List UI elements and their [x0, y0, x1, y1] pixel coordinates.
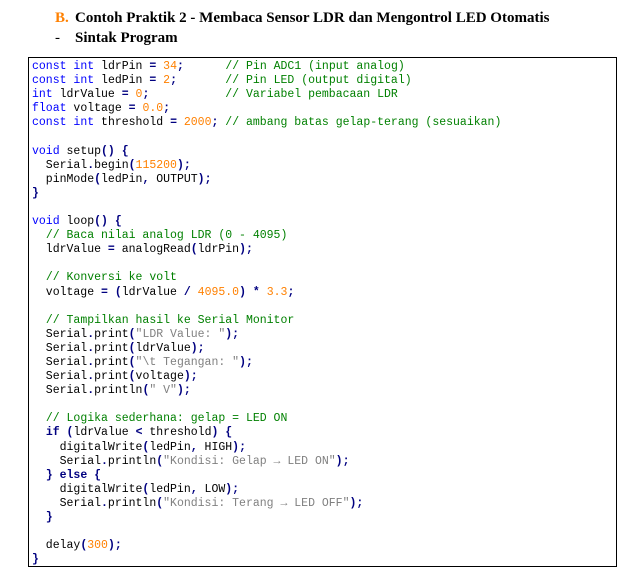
- code-line: [32, 271, 616, 285]
- code-line: [32, 88, 616, 102]
- code-token: "Kondisi: Gelap → LED ON": [163, 454, 336, 468]
- code-token: );: [197, 172, 212, 186]
- code-token: =: [101, 285, 108, 299]
- code-token: threshold: [142, 426, 212, 440]
- code-line: [32, 257, 616, 271]
- code-token: .: [87, 158, 95, 172]
- code-token: 300: [87, 539, 108, 553]
- code-token: .: [87, 327, 95, 341]
- code-token: int: [73, 74, 95, 88]
- code-token: setup: [59, 144, 102, 158]
- code-line: [32, 159, 616, 173]
- code-token: [129, 88, 136, 101]
- code-token: );: [349, 496, 364, 510]
- code-token: [115, 145, 122, 158]
- code-token: 34: [163, 60, 177, 73]
- code-token: ledPin: [94, 74, 150, 88]
- code-token: ldrPin: [94, 60, 150, 73]
- code-token: .: [101, 496, 108, 510]
- code-token: [32, 412, 46, 425]
- code-token: println: [107, 454, 157, 468]
- code-token: /: [183, 285, 191, 299]
- code-token: [177, 116, 184, 129]
- code-token: }: [45, 511, 53, 524]
- code-token: );: [239, 355, 253, 369]
- code-line: [32, 511, 616, 525]
- code-token: (: [190, 243, 198, 257]
- code-token: pinMode: [32, 172, 95, 186]
- code-token: // Tampilkan hasil ke Serial Monitor: [45, 313, 295, 327]
- code-token: void: [32, 144, 60, 158]
- code-token: *: [252, 285, 260, 299]
- code-token: [32, 229, 46, 242]
- code-line: [32, 145, 616, 159]
- code-line: [32, 342, 616, 356]
- code-token: delay: [32, 539, 81, 553]
- code-token: =: [121, 88, 129, 102]
- code-token: ;: [170, 74, 177, 88]
- code-token: LOW: [197, 482, 226, 496]
- code-token: 3.3: [266, 285, 288, 299]
- code-token: println: [94, 384, 143, 398]
- code-token: [177, 74, 225, 87]
- code-token: println: [107, 496, 157, 510]
- code-token: ldrValue: [32, 243, 108, 257]
- code-token: Serial: [32, 384, 88, 398]
- code-token: 2000: [183, 116, 212, 130]
- code-line: [32, 328, 616, 342]
- code-token: threshold: [94, 116, 171, 130]
- code-token: ldrValue: [121, 285, 184, 299]
- code-line: [32, 370, 616, 384]
- code-line: [32, 300, 616, 314]
- code-token: "LDR Value: ": [135, 327, 226, 341]
- code-token: (: [128, 158, 136, 172]
- code-token: (: [142, 440, 150, 454]
- code-token: [32, 314, 46, 327]
- code-token: }: [32, 186, 39, 200]
- code-token: voltage: [32, 285, 102, 299]
- code-token: [149, 88, 225, 101]
- code-token: .: [101, 454, 108, 468]
- code-token: );: [176, 158, 191, 172]
- code-token: [32, 511, 46, 524]
- code-token: const: [32, 60, 67, 73]
- code-line: [32, 201, 616, 215]
- code-token: ldrPin: [197, 243, 240, 257]
- code-token: ;: [176, 60, 184, 73]
- code-line: [32, 130, 616, 144]
- code-token: 2: [163, 74, 171, 88]
- code-line: [32, 215, 616, 229]
- code-token: (: [128, 327, 136, 341]
- code-line: [32, 102, 616, 116]
- code-token: // Pin LED (output digital): [225, 74, 412, 88]
- code-token: 0: [135, 88, 143, 102]
- code-token: (): [101, 144, 115, 158]
- code-token: int: [73, 60, 95, 73]
- code-token: (: [156, 454, 164, 468]
- code-line: [32, 173, 616, 187]
- code-token: .: [87, 341, 95, 355]
- code-line: [32, 60, 616, 74]
- code-token: [108, 286, 115, 299]
- code-token: (: [142, 384, 150, 398]
- code-line: [32, 455, 616, 469]
- code-line: [32, 483, 616, 497]
- code-token: ,: [190, 482, 198, 496]
- code-token: 0.0: [142, 102, 164, 116]
- code-token: ;: [287, 285, 295, 299]
- code-token: ldrValue: [135, 341, 191, 355]
- code-line: [32, 286, 616, 300]
- code-token: ): [239, 285, 246, 299]
- code-token: <: [135, 426, 143, 440]
- subsection-heading: [55, 28, 178, 48]
- code-token: );: [225, 482, 240, 496]
- code-token: ;: [163, 102, 171, 116]
- code-token: int: [73, 116, 95, 130]
- code-token: // Baca nilai analog LDR (0 - 4095): [45, 229, 288, 243]
- code-token: begin: [94, 158, 129, 172]
- code-token: loop: [59, 215, 95, 229]
- code-token: {: [94, 468, 102, 482]
- code-token: // ambang batas gelap-terang (sesuaikan): [225, 116, 502, 130]
- section-heading: [55, 8, 549, 28]
- code-token: int: [32, 88, 53, 102]
- code-token: =: [170, 116, 177, 130]
- code-token: ldrValue: [52, 88, 122, 102]
- code-token: ledPin: [149, 440, 191, 454]
- code-block: [28, 57, 617, 567]
- code-token: Serial: [32, 454, 102, 468]
- code-line: [32, 74, 616, 88]
- code-line: [32, 229, 616, 243]
- code-token: {: [121, 144, 129, 158]
- section-title: Contoh Praktik 2 - Membaca Sensor LDR dan Mengontrol LED Otomatis: [75, 10, 550, 26]
- code-token: Serial: [32, 158, 88, 172]
- code-line: [32, 412, 616, 426]
- code-token: .: [87, 355, 95, 369]
- code-line: [32, 187, 616, 201]
- code-token: ;: [211, 116, 219, 130]
- code-token: (: [128, 355, 136, 369]
- code-token: print: [94, 370, 129, 384]
- code-token: ldrValue: [73, 426, 136, 440]
- code-token: [53, 469, 60, 482]
- code-token: // Logika sederhana: gelap = LED ON: [45, 412, 288, 426]
- code-token: .: [87, 370, 95, 384]
- code-token: .: [87, 384, 95, 398]
- code-token: const: [32, 74, 67, 88]
- code-token: (: [128, 370, 136, 384]
- bullet-dash: -: [55, 30, 60, 46]
- code-token: [32, 271, 46, 284]
- code-token: Serial: [32, 370, 88, 384]
- code-token: (): [94, 215, 108, 229]
- subsection-title: Sintak Program: [75, 30, 178, 46]
- code-token: // Variabel pembacaan LDR: [225, 88, 398, 102]
- code-line: [32, 243, 616, 257]
- code-token: (: [80, 539, 88, 553]
- code-token: [32, 426, 46, 439]
- code-token: void: [32, 215, 60, 229]
- code-token: ): [211, 426, 219, 440]
- code-listing: [32, 60, 616, 567]
- code-token: Serial: [32, 355, 88, 369]
- code-token: voltage: [135, 370, 184, 384]
- code-token: // Konversi ke volt: [45, 271, 177, 285]
- code-token: );: [239, 243, 253, 257]
- code-token: Serial: [32, 327, 88, 341]
- code-token: "\t Tegangan: ": [135, 355, 240, 369]
- code-token: digitalWrite: [32, 482, 143, 496]
- code-token: print: [94, 341, 129, 355]
- code-token: );: [225, 327, 240, 341]
- code-line: [32, 314, 616, 328]
- code-line: [32, 441, 616, 455]
- code-token: );: [107, 539, 122, 553]
- code-token: 4095.0: [197, 285, 240, 299]
- code-token: =: [149, 74, 157, 88]
- code-token: 115200: [135, 158, 177, 172]
- code-token: float: [32, 102, 67, 116]
- code-token: (: [114, 285, 122, 299]
- code-token: );: [232, 440, 246, 454]
- code-token: [60, 426, 67, 439]
- code-line: [32, 553, 616, 567]
- code-token: =: [107, 243, 115, 257]
- code-token: );: [176, 384, 191, 398]
- code-token: // Pin ADC1 (input analog): [225, 60, 405, 73]
- code-token: voltage: [66, 102, 129, 116]
- code-line: [32, 426, 616, 440]
- code-token: {: [225, 426, 233, 440]
- code-token: [246, 286, 253, 299]
- code-token: HIGH: [197, 440, 233, 454]
- code-line: [32, 525, 616, 539]
- code-token: }: [45, 468, 53, 482]
- code-token: ;: [142, 88, 150, 102]
- code-token: );: [183, 370, 198, 384]
- code-token: ,: [190, 440, 198, 454]
- code-token: Serial: [32, 341, 88, 355]
- code-token: =: [149, 60, 157, 73]
- code-token: (: [94, 172, 102, 186]
- code-token: (: [156, 496, 164, 510]
- code-token: print: [94, 355, 129, 369]
- code-line: [32, 497, 616, 511]
- code-token: analogRead: [114, 243, 191, 257]
- code-line: [32, 384, 616, 398]
- code-token: =: [128, 102, 136, 116]
- code-token: print: [94, 327, 129, 341]
- code-token: "Kondisi: Terang → LED OFF": [163, 496, 350, 510]
- code-token: Serial: [32, 496, 102, 510]
- code-token: ,: [142, 172, 150, 186]
- code-token: );: [190, 341, 205, 355]
- code-token: [184, 60, 225, 73]
- section-number: B.: [55, 10, 69, 26]
- code-token: {: [114, 215, 122, 229]
- code-token: [108, 215, 115, 228]
- code-line: [32, 116, 616, 130]
- code-token: digitalWrite: [32, 440, 143, 454]
- code-token: [32, 469, 46, 482]
- code-token: (: [142, 482, 150, 496]
- code-token: const: [32, 116, 67, 130]
- code-token: " V": [149, 384, 177, 398]
- code-token: }: [32, 553, 39, 567]
- code-token: ledPin: [101, 172, 143, 186]
- code-token: [191, 286, 198, 299]
- code-line: [32, 469, 616, 483]
- code-token: ledPin: [149, 482, 191, 496]
- code-token: [260, 286, 267, 299]
- code-token: (: [66, 426, 74, 440]
- code-token: if: [45, 426, 60, 440]
- code-line: [32, 539, 616, 553]
- code-line: [32, 398, 616, 412]
- code-token: (: [128, 341, 136, 355]
- code-line: [32, 356, 616, 370]
- code-token: OUTPUT: [149, 172, 198, 186]
- code-token: );: [335, 454, 350, 468]
- code-token: else: [59, 468, 88, 482]
